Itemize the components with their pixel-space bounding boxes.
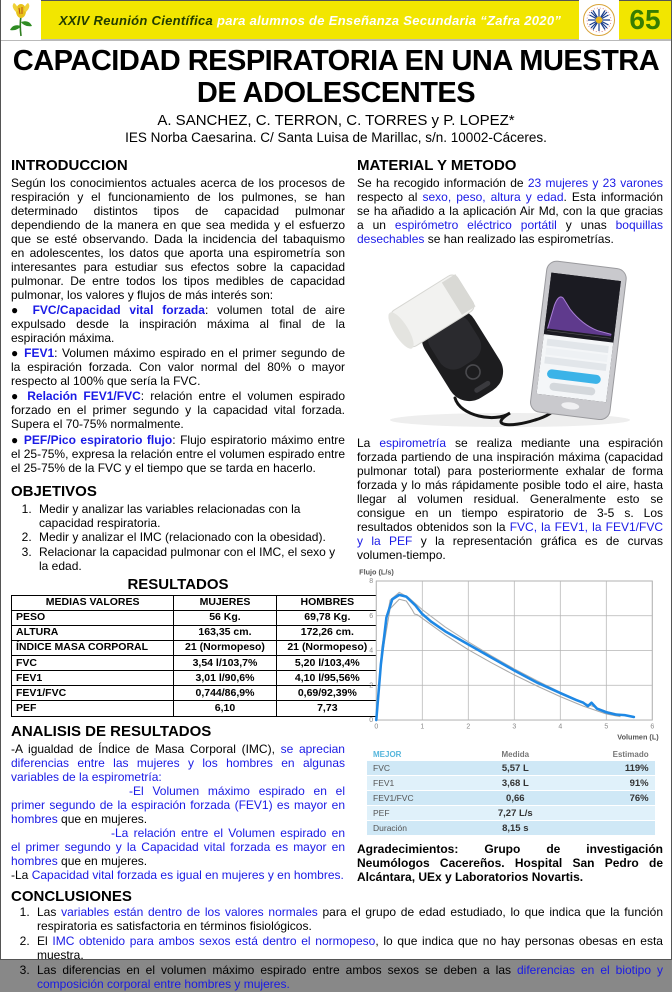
bullet-fev1: ● FEV1: Volumen máximo espirado en el primer segundo de la espiración forzada. Con valor normal del 80% o mayor respecto al 100% que sería la FVC. <box>11 346 345 389</box>
conclusiones-list <box>33 906 663 991</box>
table-row <box>367 776 655 790</box>
spirometer-illustration <box>357 248 663 434</box>
x-tick-label: 3 <box>512 723 517 731</box>
table-row <box>12 686 379 701</box>
flow-volume-chart <box>357 566 663 746</box>
table-cell: FEV1 <box>12 671 174 686</box>
x-axis-label: Volumen (L) <box>617 732 659 742</box>
banner-title-left: XXIV Reunión Científica <box>58 12 214 28</box>
analisis-p4: -La Capacidad vital forzada es igual en mujeres y en hombres. <box>11 867 344 882</box>
conclusions-section <box>1 888 671 991</box>
table-cell: 0,744/86,9% <box>174 686 276 701</box>
analisis-p3: -La relación entre el Volumen espirado en el primer segundo y la Capacidad vital forzada es mayor en hombres que en mujeres. <box>11 825 345 868</box>
table-cell: 8,15 s <box>470 821 561 835</box>
table-header-cell: Estimado <box>612 750 649 760</box>
table-cell: 5,57 L <box>470 761 561 775</box>
conclusion-item: 1. Las variables están dentro de los valores normales para el grupo de edad estudiado, lo que indica que la función respiratoria es satisfactoria en términos fisiológicos. <box>33 906 663 934</box>
header-banner <box>1 1 671 41</box>
table-cell: 3,54 l/103,7% <box>174 656 276 671</box>
table-cell: FEV1/FVC <box>12 686 174 701</box>
table-row <box>12 701 379 716</box>
y-tick-label: 2 <box>369 682 374 690</box>
conclusion-item: 3. Las diferencias en el volumen máximo espirado entre ambos sexos se deben a las diferencias en el biotipo y composición corporal entre hombres y mujeres. <box>33 964 663 992</box>
table-row <box>367 761 655 775</box>
authors-line: A. SANCHEZ, C. TERRON, C. TORRES y P. LOPEZ* <box>157 111 515 129</box>
table-row <box>12 640 379 655</box>
table-cell: PEF <box>367 806 470 820</box>
y-tick-label: 6 <box>369 613 374 621</box>
table-header-cell: HOMBRES <box>276 595 378 610</box>
left-column <box>11 151 368 884</box>
table-cell: 0,69/92,39% <box>276 686 378 701</box>
y-axis-label: Flujo (L/s) <box>359 567 394 577</box>
right-column <box>357 151 663 884</box>
table-row <box>12 610 379 625</box>
table-row <box>367 821 655 835</box>
material-heading: MATERIAL Y METODO <box>357 156 517 174</box>
results-table <box>11 595 379 717</box>
x-tick-label: 6 <box>650 723 655 731</box>
table-cell: 56 Kg. <box>174 610 276 625</box>
table-header-cell: MUJERES <box>174 595 276 610</box>
intro-body: Según los conocimientos actuales acerca de los procesos de respiración y el funcionamiento de los pulmones, se han determinado distintos tipos de capacidad pulmonar dependiendo de la manera en que sea medida y el esfuerzo que se esté observando. Dada la incidencia del tabaquismo en adolescentes, los datos que aporta una espirometría son interesantes para estudiar sus efectos sobre la capacidad pulmonar. De entre todos los tipos medibles de capacidad pulmonar, los valores y flujos de más interés son: <box>11 175 345 303</box>
affiliation-line: IES Norba Caesarina. C/ Santa Luisa de Marillac, s/n. 10002-Cáceres. <box>125 129 547 145</box>
table-cell: 91% <box>561 776 655 790</box>
analisis-p2: -El Volumen máximo espirado en el primer segundo de la espiración forzada (FEV1) es mayor en hombres que en mujeres. <box>11 783 345 826</box>
banner-title-right: para alumnos de Enseñanza Secundaria “Zafra 2020” <box>217 12 562 28</box>
table-row <box>367 806 655 820</box>
flower-logo <box>1 0 41 40</box>
table-cell: 7,27 L/s <box>470 806 561 820</box>
resultados-heading: RESULTADOS <box>127 575 229 593</box>
table-row <box>12 656 379 671</box>
table-cell <box>561 806 655 820</box>
table-cell: PESO <box>12 610 174 625</box>
table-header-cell: MEDIAS VALORES <box>12 595 174 610</box>
spirometry-summary-table <box>367 748 655 836</box>
table-row <box>367 791 655 805</box>
x-tick-label: 1 <box>420 723 425 731</box>
table-cell: 5,20 l/103,4% <box>276 656 378 671</box>
table-cell: 4,10 l/95,56% <box>276 671 378 686</box>
table-cell: FVC <box>367 761 470 775</box>
table-cell: Duración <box>367 821 470 835</box>
y-tick-label: 8 <box>369 578 374 586</box>
x-tick-label: 4 <box>558 723 563 731</box>
table-cell: 76% <box>561 791 655 805</box>
bullet-fvc: ● FVC/Capacidad vital forzada: volumen total de aire expulsado desde la inspiración máxima al final de la espiración máxima. <box>11 303 345 346</box>
table-cell: ÍNDICE MASA CORPORAL <box>12 640 174 655</box>
objetivo-item: 2. Medir y analizar el IMC (relacionado con la obesidad). <box>35 530 345 544</box>
page-number: 65 <box>629 4 661 35</box>
society-logo <box>579 0 619 40</box>
table-cell: 172,26 cm. <box>276 625 378 640</box>
table-cell: 7,73 <box>276 701 378 716</box>
table-cell: FEV1/FVC <box>367 791 470 805</box>
table-cell: 119% <box>561 761 655 775</box>
table-cell: 3,68 L <box>470 776 561 790</box>
conclusiones-heading: CONCLUSIONES <box>11 888 132 906</box>
x-tick-label: 0 <box>374 723 379 731</box>
table-cell: 21 (Normopeso) <box>174 640 276 655</box>
y-tick-label: 4 <box>369 648 374 656</box>
table-cell: 163,35 cm. <box>174 625 276 640</box>
intro-heading: INTRODUCCION <box>11 156 128 174</box>
table-row <box>12 671 379 686</box>
table-cell: 21 (Normopeso) <box>276 640 378 655</box>
bullet-fev1-fvc: ● Relación FEV1/FVC: relación entre el volumen espirado forzado en el primer segundo y la capacidad vital forzada. Supera el 70-75% normalmente. <box>11 389 345 432</box>
espirometria-body: La espirometría se realiza mediante una espiración forzada partiendo de una inspiración máxima (capacidad pulmonar total) para posteriormente exhalar de forma forzada y lo más rápidamente posible todo el aire, hasta llegar al volumen residual. Generalmente esto se consigue en un tiempo espiratorio de 3-5 s. Los resultados obtenidos son la FVC, la FEV1, la FEV1/FVC y la PEF y la representación gráfica es de curvas volumen-tiempo. <box>357 436 664 563</box>
table-cell: 69,78 Kg. <box>276 610 378 625</box>
flow-volume-chart-svg <box>357 566 663 746</box>
acknowledgements: Agradecimientos: Grupo de investigación Neumólogos Cacereños. Hospital San Pedro de Alcántara, UEx y Laboratorios Novartis. <box>357 842 663 885</box>
analisis-heading: ANALISIS DE RESULTADOS <box>11 722 212 740</box>
table-cell <box>561 821 655 835</box>
table-cell: PEF <box>12 701 174 716</box>
table-cell: 3,01 l/90,6% <box>174 671 276 686</box>
objetivos-list <box>35 502 345 574</box>
y-tick-label: 0 <box>369 717 374 725</box>
table-header-cell: MEJOR <box>373 750 402 760</box>
poster-title: CAPACIDAD RESPIRATORIA EN UNA MUESTRA DE ADOLESCENTES <box>12 45 660 110</box>
spirometer-photo <box>357 248 663 434</box>
x-tick-label: 5 <box>604 723 609 731</box>
objetivo-item: 1. Medir y analizar las variables relacionadas con la capacidad respiratoria. <box>35 502 345 531</box>
conclusion-item: 2. El IMC obtenido para ambos sexos está dentro el normopeso, lo que indica que no hay personas obesas en esta muestra. <box>33 935 663 963</box>
bullet-pef: ● PEF/Pico espiratorio flujo: Flujo espiratorio máximo entre el 25-75%, expresa la relación entre el volumen espirado entre el 25-75% de la FVC y el tiempo que se tarda en hacerlo. <box>11 432 345 475</box>
objetivos-heading: OBJETIVOS <box>11 482 97 500</box>
table-cell: FVC <box>12 656 174 671</box>
material-body: Se ha recogido información de 23 mujeres y 23 varones respecto al sexo, peso, altura y edad. Esta información se ha añadido a la aplicación Air Md, con la que gracias a un espirómetro eléctrico portátil y unas boquillas desechables se han realizado las espirometrías. <box>357 175 664 247</box>
analisis-p1: -A igualdad de Índice de Masa Corporal (IMC), se aprecian diferencias entre las mujeres y los hombres en algunas variables de la espirometría: <box>11 741 345 784</box>
objetivo-item: 3. Relacionar la capacidad pulmonar con el IMC, el sexo y la edad. <box>35 545 345 574</box>
table-cell: 0,66 <box>470 791 561 805</box>
table-cell: ALTURA <box>12 625 174 640</box>
table-row <box>12 625 379 640</box>
table-cell: 6,10 <box>174 701 276 716</box>
starburst-icon <box>582 3 616 37</box>
x-tick-label: 2 <box>466 723 471 731</box>
table-header-cell: Medida <box>501 750 530 760</box>
flower-icon <box>6 2 36 38</box>
table-cell: FEV1 <box>367 776 470 790</box>
banner-title <box>41 13 579 28</box>
